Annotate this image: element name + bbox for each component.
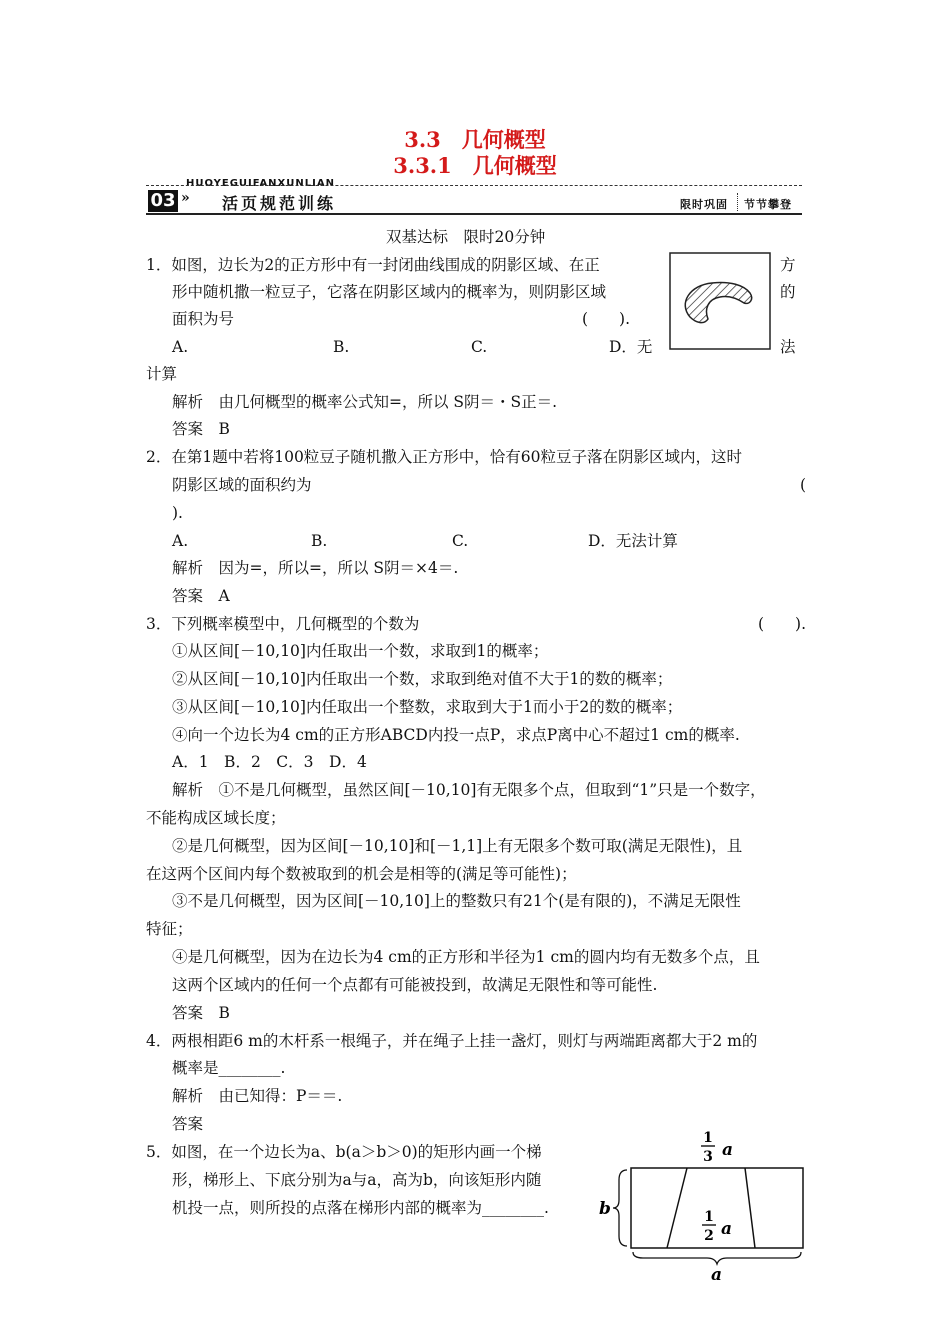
q5-left-brace [613, 1170, 627, 1246]
q3-item4: ④向一个边长为4 cm的正方形ABCD内投一点P，求点P离中心不超过1 cm的概率. [172, 726, 740, 744]
q5-line1: 5．如图，在一个边长为a、b(a＞b＞0)的矩形内画一个梯 [146, 1143, 542, 1161]
banner-section-title: 活页规范训练 [222, 194, 337, 213]
q3-analysis-1: 解析 ①不是几何概型，虽然区间[－10,10]有无限多个点，但取到“1”只是一个数字， [172, 781, 766, 799]
q5-trapezoid-right-leg [745, 1168, 755, 1248]
q1-figure [668, 251, 772, 351]
q3-line1: 3．下列概率模型中，几何概型的个数为 [146, 615, 420, 633]
q2-option-a: A. [172, 532, 189, 550]
q5-top-fraction-den: 3 [703, 1149, 713, 1165]
q4-answer: 答案 [172, 1115, 204, 1133]
subsection-title: 3.3.1 几何概型 [393, 153, 557, 178]
q2-line3: ). [172, 504, 183, 522]
q3-analysis-5: ③不是几何概型，因为区间[－10,10]上的整数只有21个(是有限的)，不满足无限性 [172, 892, 741, 910]
q5-mid-fraction-num: 1 [704, 1209, 714, 1225]
q2-option-c: C. [452, 532, 469, 550]
banner-arrows: » [181, 190, 190, 206]
banner-right-2: 节节攀登 [744, 198, 792, 211]
q3-analysis-7: ④是几何概型，因为在边长为4 cm的正方形和半径为1 cm的圆内均有无数多个点，且 [172, 948, 760, 966]
q2-analysis: 解析 因为=，所以=，所以 S阴＝×4＝. [172, 559, 459, 577]
q1-option-b: B. [333, 338, 350, 356]
q1-line3: 面积为号 [172, 310, 235, 328]
q3-options: A．1 B．2 C．3 D．4 [172, 753, 367, 771]
q5-bottom-label: a [711, 1265, 723, 1284]
q4-line2: 概率是________. [172, 1059, 286, 1077]
q1-option-c: C. [471, 338, 488, 356]
section-title: 3.3 几何概型 [404, 127, 546, 152]
q1-analysis: 解析 由几何概型的概率公式知=，所以 S阴＝・S正＝. [172, 393, 558, 411]
q3-item2: ②从区间[－10,10]内任取出一个数，求取到绝对值不大于1的数的概率； [172, 670, 673, 688]
q5-trapezoid-left-leg [667, 1168, 687, 1248]
q3-analysis-6: 特征； [146, 920, 193, 938]
q1-answer: 答案 B [172, 420, 230, 438]
q4-line1: 4．两根相距6 m的木杆系一根绳子，并在绳子上挂一盏灯，则灯与两端距离都大于2 m的 [146, 1032, 758, 1050]
q5-mid-fraction-den: 2 [704, 1228, 714, 1244]
q3-answer: 答案 B [172, 1004, 230, 1022]
q3-analysis-8: 这两个区域内的任何一个点都有可能被投到，故满足无限性和等可能性. [172, 976, 658, 994]
q5-rectangle [631, 1168, 803, 1248]
q1-answer-paren: ( ). [582, 310, 631, 328]
banner-pinyin: HUOYEGUIFANXUNLIAN [186, 178, 335, 189]
q3-analysis-4: 在这两个区间内每个数被取到的机会是相等的(满足等可能性)； [146, 865, 577, 883]
q2-option-d: D．无法计算 [588, 532, 678, 550]
q1-line2: 形中随机撒一粒豆子，它落在阴影区域内的概率为，则阴影区域 [172, 283, 607, 301]
q5-bottom-brace [633, 1252, 801, 1264]
q5-figure [595, 1128, 810, 1284]
q2-line2: 阴影区域的面积约为 [172, 476, 312, 494]
banner-code-box: 03 [148, 190, 178, 212]
q3-item3: ③从区间[－10,10]内任取出一个整数，求取到大于1而小于2的数的概率； [172, 698, 683, 716]
banner-bottom-rule [146, 213, 802, 215]
q1-option-d-right: 法 [780, 338, 796, 356]
q2-answer: 答案 A [172, 587, 230, 605]
q2-line1: 2．在第1题中若将100粒豆子随机撒入正方形中，恰有60粒豆子落在阴影区域内，这时 [146, 448, 743, 466]
q1-line5: 计算 [146, 365, 178, 383]
q2-option-b: B. [311, 532, 328, 550]
q5-mid-var: a [721, 1219, 733, 1239]
banner-top-rule [146, 185, 802, 186]
q1-option-d: D．无 [609, 338, 653, 356]
q3-analysis-2: 不能构成区域长度； [146, 809, 286, 827]
q4-analysis: 解析 由已知得：P＝＝. [172, 1087, 343, 1105]
q5-top-var: a [722, 1140, 734, 1160]
q5-left-label: b [599, 1199, 611, 1219]
banner-separator [737, 193, 738, 211]
banner-right-1: 限时巩固 [680, 198, 728, 211]
q1-line1: 1．如图，边长为2的正方形中有一封闭曲线围成的阴影区域、在正 [146, 256, 600, 274]
q1-line1-right: 方 [780, 256, 796, 274]
q3-answer-paren: ( ). [758, 615, 807, 633]
q3-analysis-3: ②是几何概型，因为区间[－10,10]和[－1,1]上有无限多个数可取(满足无限性)，且 [172, 837, 743, 855]
q5-top-fraction-num: 1 [703, 1130, 713, 1146]
q1-option-a: A. [172, 338, 189, 356]
q3-item1: ①从区间[－10,10]内任取出一个数，求取到1的概率； [172, 642, 549, 660]
subtitle: 双基达标 限时20分钟 [386, 228, 546, 246]
q1-line2-right: 的 [780, 283, 796, 301]
q2-paren-open: ( [800, 476, 807, 494]
q5-line2: 形，梯形上、下底分别为a与a，高为b，向该矩形内随 [172, 1171, 542, 1189]
q5-line3: 机投一点，则所投的点落在梯形内部的概率为________. [172, 1199, 549, 1217]
